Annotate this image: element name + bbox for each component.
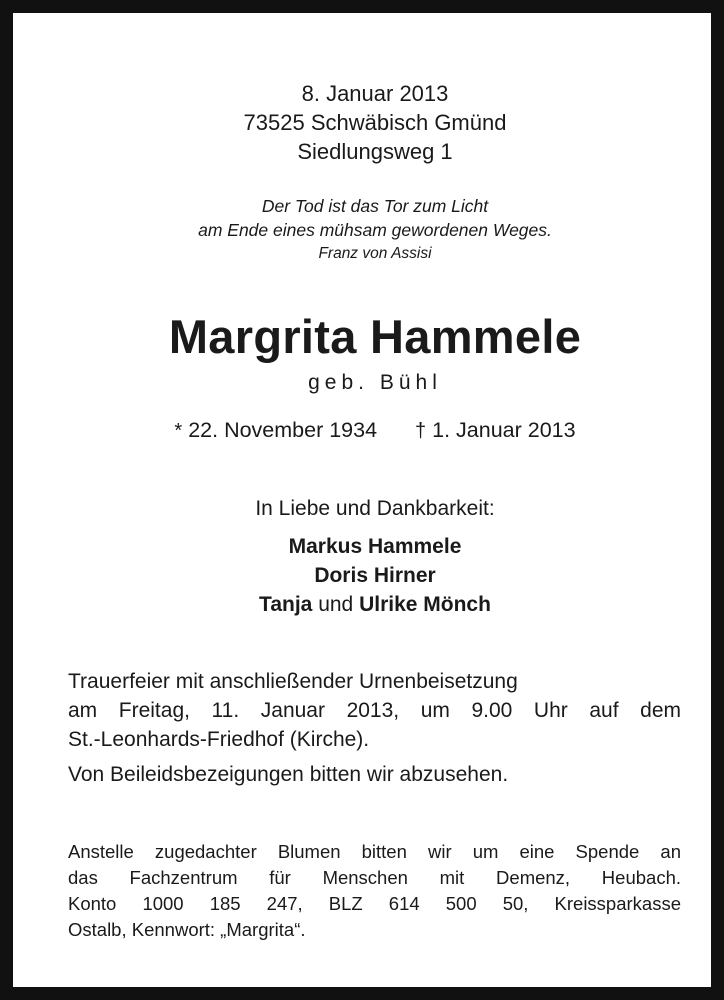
donation-line-2: das Fachzentrum für Menschen mit Demenz, Heubach. xyxy=(68,867,681,888)
life-dates xyxy=(13,418,724,443)
quote-line-1: Der Tod ist das Tor zum Licht xyxy=(261,196,489,216)
notice-city: 73525 Schwäbisch Gmünd xyxy=(243,110,507,135)
service-line-2: am Freitag, 11. Januar 2013, um 9.00 Uhr auf dem xyxy=(68,699,681,722)
mourner-doris: Doris Hirner xyxy=(314,564,436,587)
address-block xyxy=(13,79,724,166)
quote-line-2: am Ende eines mühsam gewordenen Weges. xyxy=(198,220,552,240)
death-symbol: † xyxy=(415,420,427,442)
donation-line-3: Konto 1000 185 247, BLZ 614 500 50, Kreissparkasse xyxy=(68,893,681,914)
notice-street: Siedlungsweg 1 xyxy=(297,139,453,164)
mourner-conjunction: und xyxy=(318,593,354,616)
service-line-1: Trauerfeier mit anschließender Urnenbeisetzung xyxy=(68,670,518,693)
mourners-list xyxy=(13,532,724,619)
donation-line-1: Anstelle zugedachter Blumen bitten wir um eine Spende an xyxy=(68,841,681,862)
mourner-ulrike: Ulrike Mönch xyxy=(359,593,491,616)
mourners-intro: In Liebe und Dankbarkeit: xyxy=(255,497,495,520)
donation-block xyxy=(68,839,681,943)
birth-name: geb. Bühl xyxy=(308,371,442,394)
notice-date: 8. Januar 2013 xyxy=(301,81,449,106)
birth-date: 22. November 1934 xyxy=(188,418,378,442)
quote-block xyxy=(13,194,724,266)
service-line-3: St.-Leonhards-Friedhof (Kirche). xyxy=(68,728,370,751)
quote-author: Franz von Assisi xyxy=(318,245,432,262)
mourner-markus: Markus Hammele xyxy=(288,535,462,558)
service-block xyxy=(68,667,681,789)
mourner-tanja: Tanja xyxy=(259,593,313,616)
service-line-4: Von Beileidsbezeigungen bitten wir abzusehen. xyxy=(68,763,509,786)
donation-line-4: Ostalb, Kennwort: „Margrita“. xyxy=(68,919,306,940)
birth-symbol: * xyxy=(174,420,183,442)
death-date: 1. Januar 2013 xyxy=(432,418,576,442)
deceased-name: Margrita Hammele xyxy=(168,310,582,363)
